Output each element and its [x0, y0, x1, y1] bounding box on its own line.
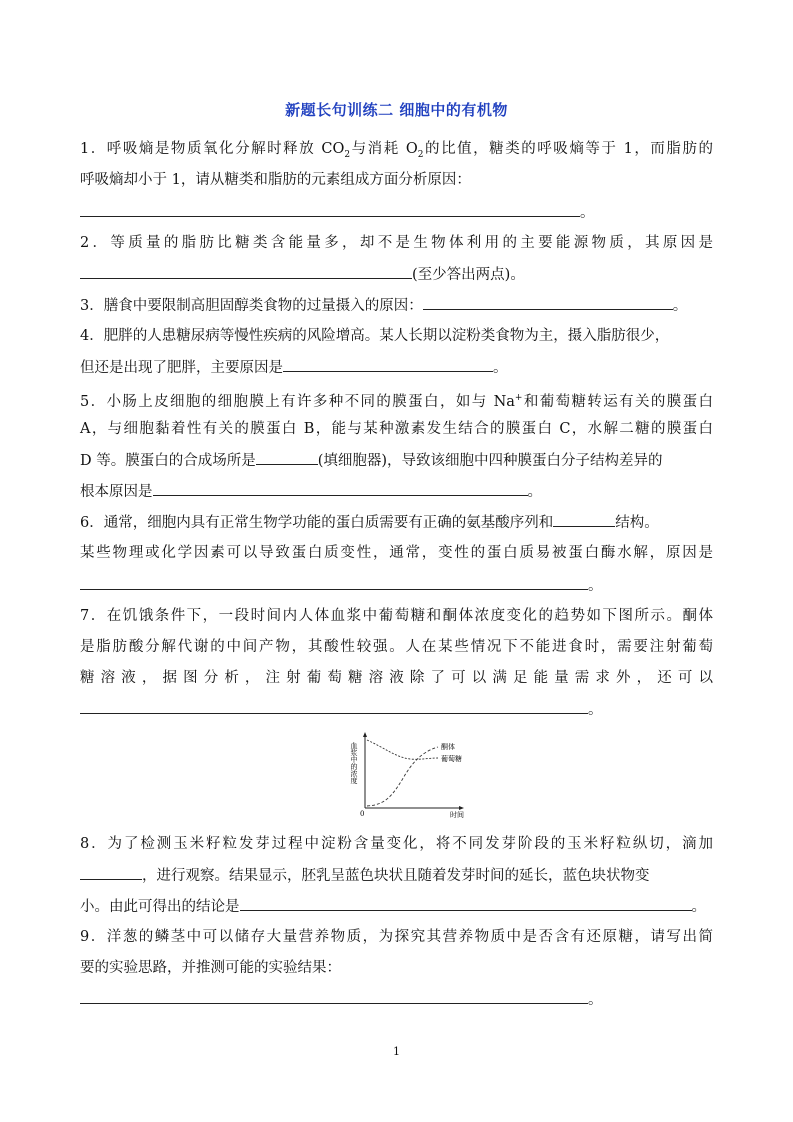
q6-answer-blank[interactable] [80, 575, 588, 590]
q9-line-1: 9．洋葱的鳞茎中可以储存大量营养物质，为探究其营养物质中是否含有还原糖，请写出简 [80, 929, 713, 945]
figure-svg [350, 730, 480, 820]
q3-text: 3．膳食中要限制高胆固醇类食物的过量摄入的原因： [80, 298, 423, 314]
q1-answer-blank[interactable] [80, 202, 580, 217]
q1-text-b: 与消耗 O [350, 141, 418, 157]
q9-line-2: 要的实验思路，并推测可能的实验结果： [80, 960, 341, 976]
q5-answer-blank[interactable] [153, 481, 528, 496]
q2-tail: (至少答出两点)。 [412, 267, 525, 283]
q1-line-1 [80, 139, 713, 165]
q5-text-b: 和葡萄糖转运有关的膜蛋白 [522, 393, 714, 410]
q4-answer-blank[interactable] [283, 357, 493, 372]
concentration-figure [350, 730, 480, 820]
legend-ketone: 酮体 [441, 743, 455, 751]
legend-glucose: 葡萄糖 [441, 755, 462, 763]
q6-period: 。 [588, 578, 603, 594]
q5-organelle-blank[interactable] [256, 450, 318, 465]
q4-line-1: 4．肥胖的人患糖尿病等慢性疾病的风险增高。某人长期以淀粉类食物为主，摄入脂肪很少， [80, 328, 670, 344]
q8-line-2 [80, 865, 650, 886]
q8-reagent-blank[interactable] [80, 865, 142, 880]
q1-sub-2: 2 [417, 149, 424, 160]
q5-text-e: 根本原因是 [80, 484, 153, 500]
q9-answer-line [80, 989, 603, 1010]
q5-line-2: A，与细胞黏着性有关的膜蛋白 B，能与某种激素发生结合的膜蛋白 C，水解二糖的膜蛋白 [80, 421, 713, 437]
q8-text-b: ，进行观察。结果显示，胚乳呈蓝色块状且随着发芽时间的延长，蓝色块状物变 [142, 868, 650, 884]
q6-text-a: 6．通常，细胞内具有正常生物学功能的蛋白质需要有正确的氨基酸序列和 [80, 515, 554, 531]
glucose-curve [367, 740, 438, 759]
q5-line-4 [80, 481, 542, 502]
q4-line-2 [80, 357, 508, 378]
q5-period: 。 [527, 484, 542, 500]
q6-answer-line [80, 575, 603, 596]
figure-xlabel: 时间 [450, 811, 464, 819]
q3-period: 。 [672, 298, 688, 314]
q6-line-2: 某些物理或化学因素可以导致蛋白质变性，通常，变性的蛋白质易被蛋白酶水解，原因是 [80, 545, 713, 561]
page-title: 新题长句训练二 细胞中的有机物 [285, 101, 508, 119]
q4-period: 。 [493, 360, 508, 376]
q7-answer-line [80, 699, 603, 720]
q3-line [80, 295, 687, 316]
q1-text-a: 1．呼吸熵是物质氧化分解时释放 CO [80, 141, 345, 157]
y-axis-arrow [363, 732, 367, 737]
q5-text-c: D 等。膜蛋白的合成场所是 [80, 453, 256, 469]
q2-line-2 [80, 264, 525, 285]
q1-period: 。 [580, 205, 595, 221]
q9-answer-blank[interactable] [80, 989, 588, 1004]
figure-ylabel: 血浆中的浓度 [350, 742, 358, 784]
q1-text-c: 的比值，糖类的呼吸熵等于 1，而脂肪的 [423, 141, 713, 157]
q6-line-1 [80, 512, 659, 533]
page-number: 1 [393, 1045, 400, 1058]
figure-origin: 0 [360, 810, 365, 818]
q8-period: 。 [691, 899, 706, 915]
x-axis-arrow [459, 806, 464, 810]
q4-text: 但还是出现了肥胖，主要原因是 [80, 360, 283, 376]
q1-line-2: 呼吸熵却小于 1，请从糖类和脂肪的元素组成方面分析原因： [80, 172, 471, 188]
q6-text-b: 结构。 [615, 515, 659, 531]
q9-period: 。 [588, 992, 603, 1008]
q2-answer-blank[interactable] [80, 264, 412, 279]
q8-text-c: 小。由此可得出的结论是 [80, 899, 240, 915]
q5-sup: + [514, 393, 523, 403]
q6-structure-blank[interactable] [553, 512, 615, 527]
q1-sub-1: 2 [344, 149, 351, 160]
q1-answer-line [80, 202, 595, 223]
q8-line-3 [80, 896, 706, 917]
q8-line-1: 8．为了检测玉米籽粒发芽过程中淀粉含量变化，将不同发芽阶段的玉米籽粒纵切，滴加 [80, 836, 713, 852]
q5-line-1 [80, 388, 713, 412]
q5-text-a: 5．小肠上皮细胞的细胞膜上有许多种不同的膜蛋白，如与 Na [80, 393, 515, 410]
q7-answer-blank[interactable] [80, 699, 588, 714]
q7-line-1: 7．在饥饿条件下，一段时间内人体血浆中葡萄糖和酮体浓度变化的趋势如下图所示。酮体 [80, 608, 713, 624]
q8-answer-blank[interactable] [240, 896, 692, 911]
q2-line-1: 2．等质量的脂肪比糖类含能量多，却不是生物体利用的主要能源物质，其原因是 [80, 235, 713, 251]
q7-line-2: 是脂肪酸分解代谢的中间产物，其酸性较强。人在某些情况下不能进食时，需要注射葡萄 [80, 639, 713, 655]
q7-period: 。 [588, 702, 603, 718]
q7-line-3: 糖溶液，据图分析，注射葡萄糖溶液除了可以满足能量需求外，还可以 [80, 670, 713, 686]
q3-answer-blank[interactable] [423, 295, 673, 310]
q5-text-d: (填细胞器)，导致该细胞中四种膜蛋白分子结构差异的 [317, 453, 663, 469]
q5-line-3 [80, 450, 663, 471]
ketone-curve [367, 747, 438, 806]
